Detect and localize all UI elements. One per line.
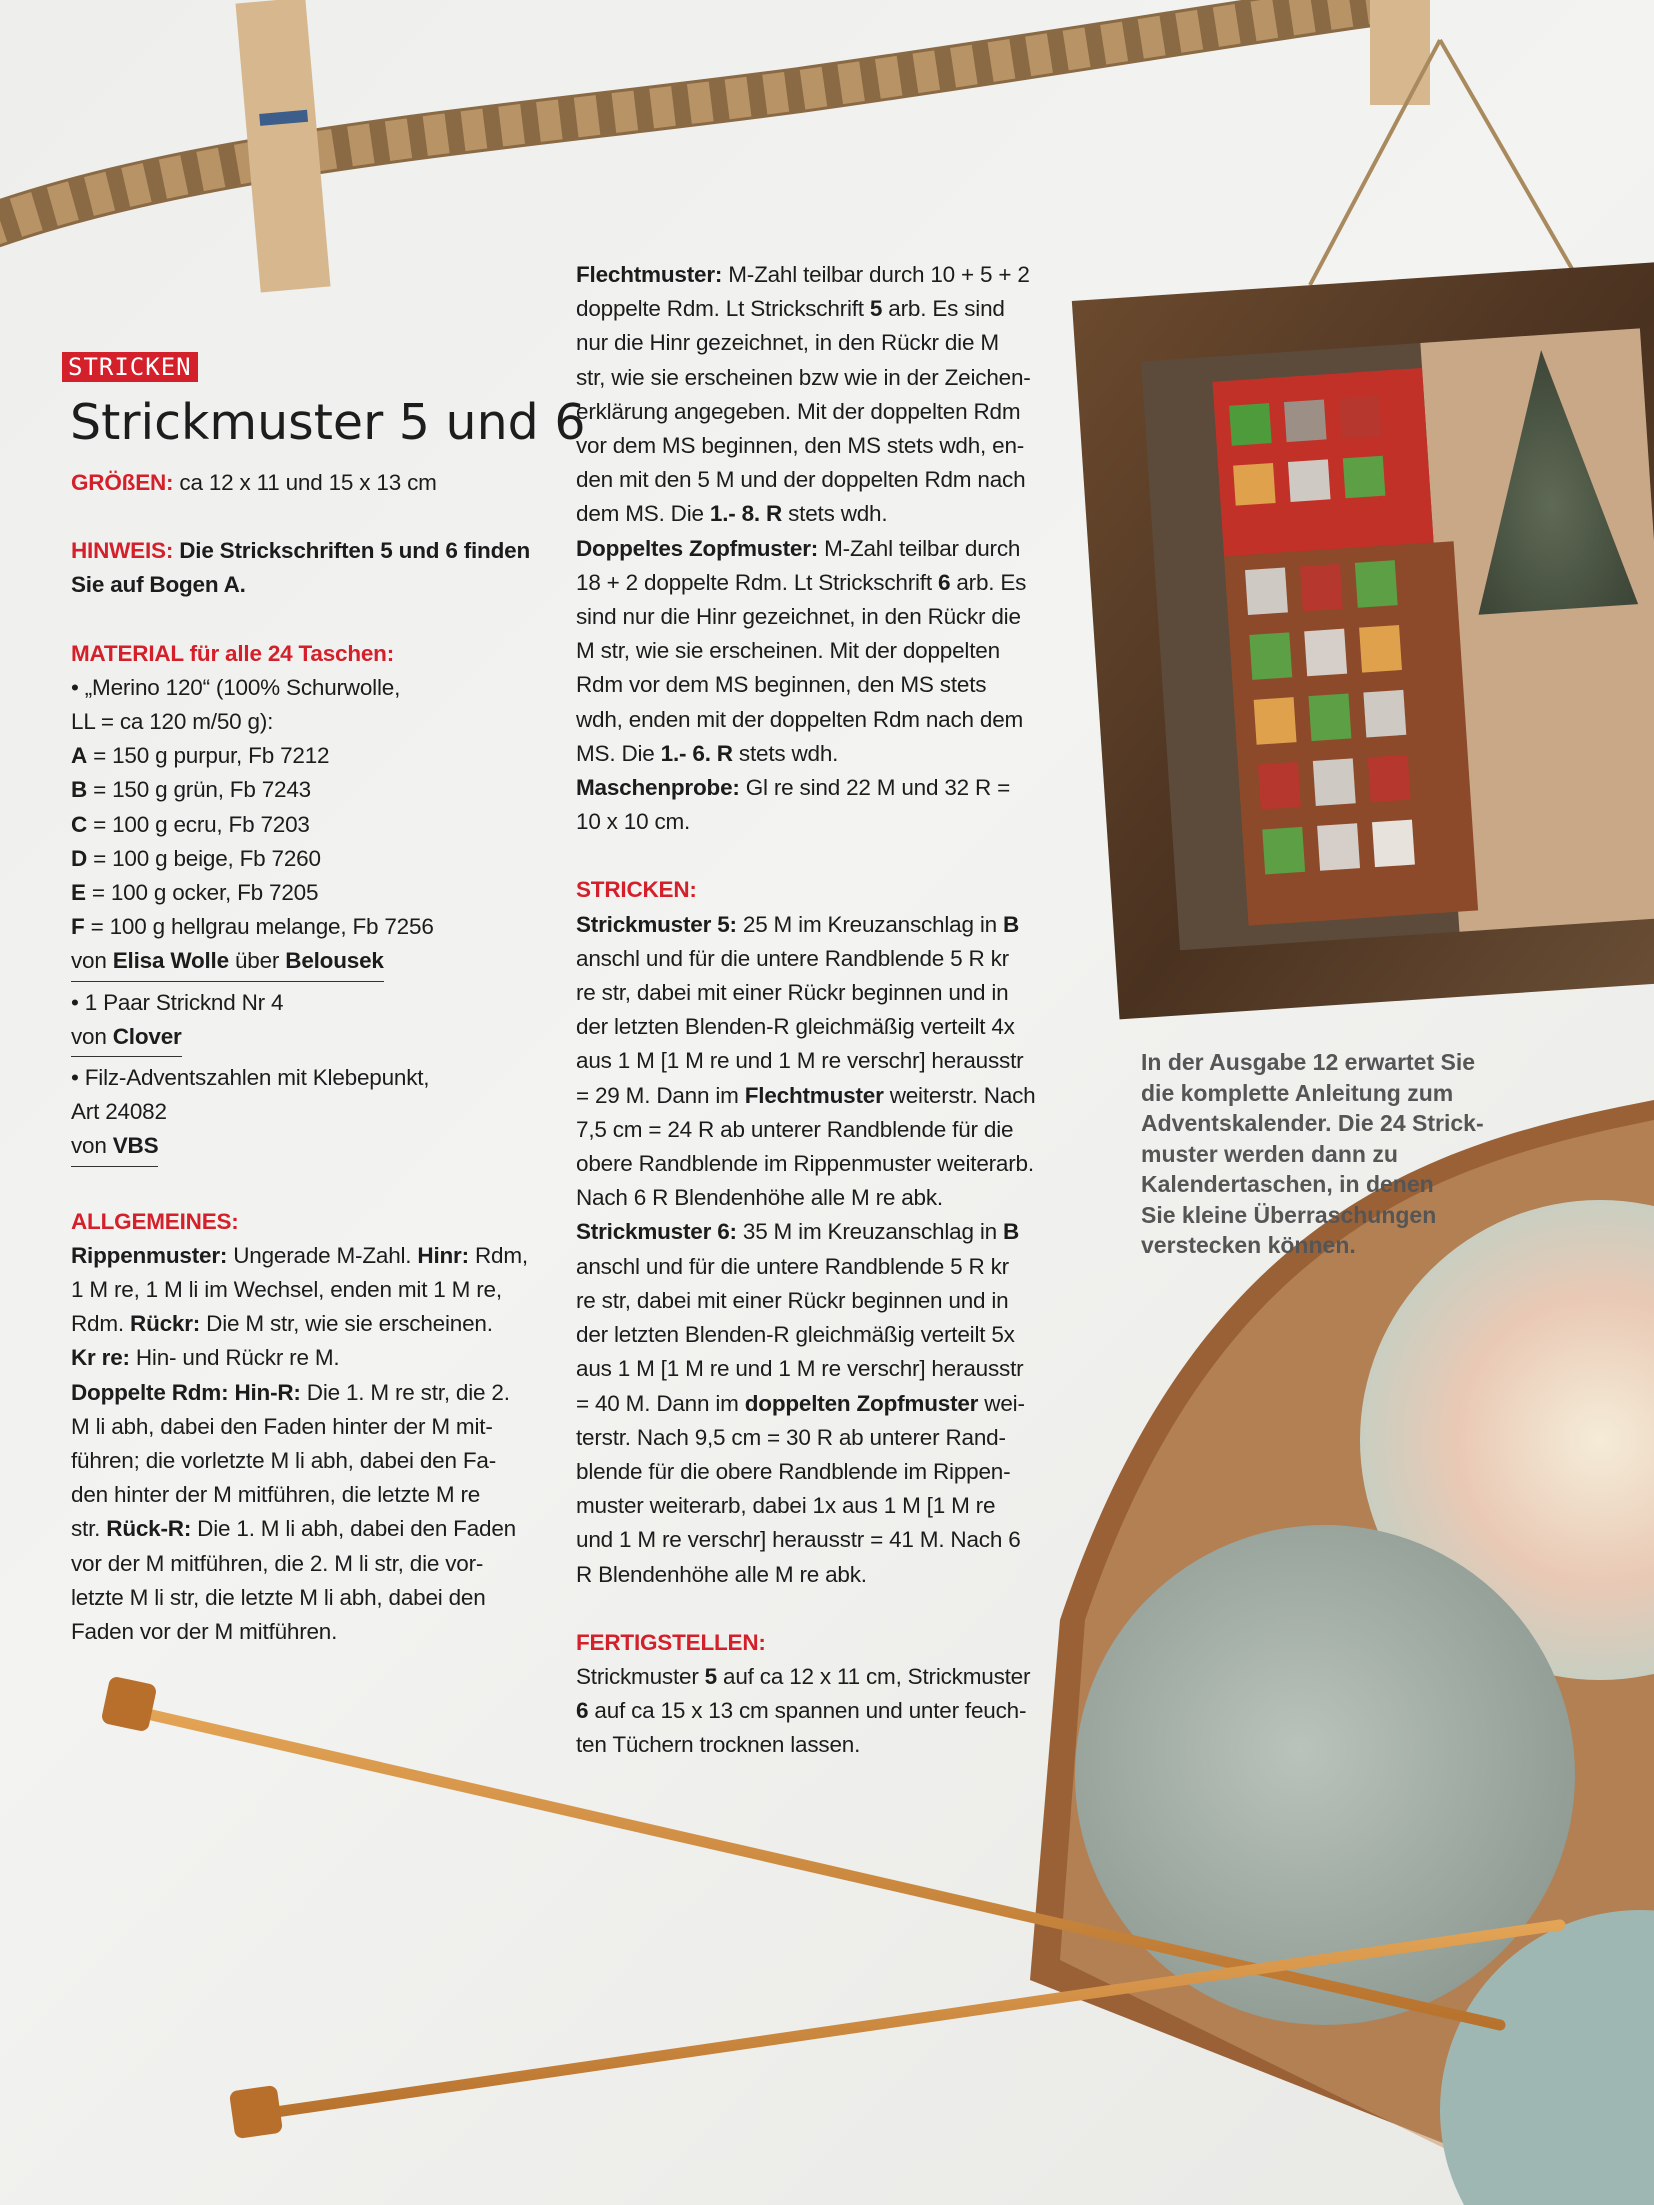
photo-caption xyxy=(1141,1047,1501,1261)
text-line: anschl und für die untere Randblende 5 R kr xyxy=(576,1253,1009,1279)
caption-line: muster werden dann zu xyxy=(1141,1140,1398,1167)
sizes-text: ca 12 x 11 und 15 x 13 cm xyxy=(179,470,437,495)
text-line: re str, dabei mit einer Rückr beginnen und in xyxy=(576,1287,1009,1313)
text-line: M li abh, dabei den Faden hinter der M mit- xyxy=(71,1413,493,1439)
note-line xyxy=(71,534,546,568)
yarn-line-2: LL = ca 120 m/50 g): xyxy=(71,709,274,735)
yarn-line-1: • „Merino 120“ (100% Schurwolle, xyxy=(71,674,401,700)
section-badge: STRICKEN xyxy=(62,352,198,382)
picture-frame xyxy=(1072,260,1654,1020)
material-label: MATERIAL für alle 24 Taschen: xyxy=(71,640,395,666)
text-line: nur die Hinr gezeichnet, in den Rückr die M xyxy=(576,330,999,356)
felt-line-2: Art 24082 xyxy=(71,1099,167,1125)
text-line: Strickmuster 6: 35 M im Kreuzanschlag in B xyxy=(576,1219,1020,1245)
text-line: Faden vor der M mitführen. xyxy=(71,1619,338,1645)
note-text-2: Sie auf Bogen A. xyxy=(71,572,246,598)
text-line: = 29 M. Dann im Flechtmuster weiterstr. Nach xyxy=(576,1082,1036,1108)
yarn-basket xyxy=(1030,1100,1654,2205)
text-line: = 40 M. Dann im doppelten Zopfmuster wei- xyxy=(576,1390,1025,1416)
text-line: letzte M li str, die letzte M li abh, dabei den xyxy=(71,1584,486,1610)
text-line: doppelte Rdm. Lt Strickschrift 5 arb. Es sind xyxy=(576,296,1005,322)
text-line: re str, dabei mit einer Rückr beginnen und in xyxy=(576,980,1009,1006)
text-line: MS. Die 1.- 6. R stets wdh. xyxy=(576,740,839,766)
supplier-needles: von Clover xyxy=(71,1020,182,1057)
color-item: E = 100 g ocker, Fb 7205 xyxy=(71,880,319,906)
text-line: Rdm vor dem MS beginnen, den MS stets xyxy=(576,672,987,698)
left-column xyxy=(71,466,546,1649)
text-line: Doppelte Rdm: Hin-R: Die 1. M re str, die 2. xyxy=(71,1379,510,1405)
text-line: Flechtmuster: M-Zahl teilbar durch 10 + 5 + 2 xyxy=(576,262,1030,287)
finishing-label: FERTIGSTELLEN: xyxy=(576,1629,766,1655)
text-line: terstr. Nach 9,5 cm = 30 R ab unterer Rand- xyxy=(576,1424,1006,1450)
text-line: dem MS. Die 1.- 8. R stets wdh. xyxy=(576,501,888,527)
text-line: vor der M mitführen, die 2. M li str, die vor- xyxy=(71,1550,484,1576)
text-line: Strickmuster 5 auf ca 12 x 11 cm, Strickmuster xyxy=(576,1663,1031,1689)
rope xyxy=(0,0,1400,230)
text-line: R Blendenhöhe alle M re abk. xyxy=(576,1561,867,1587)
text-line: muster weiterarb, dabei 1x aus 1 M [1 M re xyxy=(576,1493,996,1519)
text-line: sind nur die Hinr gezeichnet, in den Rückr die xyxy=(576,604,1021,630)
text-line: erklärung angegeben. Mit der doppelten Rdm xyxy=(576,398,1021,424)
text-line: und 1 M re verschr] herausstr = 41 M. Nach 6 xyxy=(576,1527,1021,1553)
text-line: Doppeltes Zopfmuster: M-Zahl teilbar durch xyxy=(576,535,1021,561)
text-line: Maschenprobe: Gl re sind 22 M und 32 R = xyxy=(576,775,1011,801)
patterns-text xyxy=(576,258,1051,839)
middle-column xyxy=(576,258,1051,1763)
text-line: den hinter der M mitführen, die letzte M re xyxy=(71,1482,481,1508)
text-line: str, wie sie erscheinen bzw wie in der Zeichen- xyxy=(576,364,1031,390)
color-item: A = 150 g purpur, Fb 7212 xyxy=(71,743,330,769)
text-line: der letzten Blenden-R gleichmäßig verteilt 5x xyxy=(576,1322,1015,1348)
color-list xyxy=(71,739,546,944)
color-item: B = 150 g grün, Fb 7243 xyxy=(71,777,311,803)
felt-line-1: • Filz-Adventszahlen mit Klebepunkt, xyxy=(71,1065,430,1091)
caption-line: die komplette Anleitung zum xyxy=(1141,1079,1454,1106)
caption-line: Kalendertaschen, in denen xyxy=(1141,1171,1434,1197)
supplier-felt: von VBS xyxy=(71,1129,158,1166)
text-line: Rippenmuster: Ungerade M-Zahl. Hinr: Rdm, xyxy=(71,1242,528,1268)
text-line: den mit den 5 M und der doppelten Rdm nach xyxy=(576,467,1026,493)
caption-line: In der Ausgabe 12 erwartet Sie xyxy=(1141,1049,1476,1075)
text-line: Kr re: Hin- und Rückr re M. xyxy=(71,1345,340,1371)
text-line: 6 auf ca 15 x 13 cm spannen und unter feuch- xyxy=(576,1698,1027,1724)
sizes-line xyxy=(71,466,546,500)
text-line: M str, wie sie erscheinen. Mit der doppelten xyxy=(576,638,1000,664)
text-line: aus 1 M [1 M re und 1 M re verschr] herausstr xyxy=(576,1048,1024,1074)
text-line: anschl und für die untere Randblende 5 R kr xyxy=(576,945,1009,971)
knitting-label: STRICKEN: xyxy=(576,877,697,903)
page-title: Strickmuster 5 und 6 xyxy=(70,394,586,451)
note-label: HINWEIS: xyxy=(71,538,174,564)
sizes-label: GRÖßEN: xyxy=(71,470,174,495)
text-line: führen; die vorletzte M li abh, dabei den Fa- xyxy=(71,1448,496,1474)
text-line: obere Randblende im Rippenmuster weiterarb. xyxy=(576,1151,1034,1177)
needles-line: • 1 Paar Stricknd Nr 4 xyxy=(71,989,284,1015)
supplier-yarn: von Elisa Wolle über Belousek xyxy=(71,944,384,981)
caption-line: Sie kleine Überraschungen xyxy=(1141,1201,1437,1228)
caption-line: verstecken können. xyxy=(1141,1232,1356,1258)
text-line: wdh, enden mit der doppelten Rdm nach dem xyxy=(576,706,1024,732)
note-text: Die Strickschriften 5 und 6 finden xyxy=(179,538,530,564)
finishing-text xyxy=(576,1660,1051,1763)
text-line: ten Tüchern trocknen lassen. xyxy=(576,1732,861,1758)
color-item: C = 100 g ecru, Fb 7203 xyxy=(71,811,310,837)
text-line: Nach 6 R Blendenhöhe alle M re abk. xyxy=(576,1185,943,1211)
text-line: 18 + 2 doppelte Rdm. Lt Strickschrift 6 arb. Es xyxy=(576,569,1027,595)
text-line: Rdm. Rückr: Die M str, wie sie erscheinen. xyxy=(71,1311,493,1337)
text-line: der letzten Blenden-R gleichmäßig verteilt 4x xyxy=(576,1014,1015,1040)
text-line: 1 M re, 1 M li im Wechsel, enden mit 1 M re, xyxy=(71,1277,502,1303)
text-line: str. Rück-R: Die 1. M li abh, dabei den Faden xyxy=(71,1516,516,1542)
general-label: ALLGEMEINES: xyxy=(71,1208,239,1234)
color-item: F = 100 g hellgrau melange, Fb 7256 xyxy=(71,914,434,940)
clothes-peg-right xyxy=(1370,0,1430,105)
caption-line: Adventskalender. Die 24 Strick- xyxy=(1141,1110,1484,1136)
hanging-string xyxy=(1310,40,1590,300)
clothes-peg-left xyxy=(235,0,330,292)
text-line: aus 1 M [1 M re und 1 M re verschr] herausstr xyxy=(576,1356,1024,1382)
text-line: 10 x 10 cm. xyxy=(576,809,691,835)
text-line: blende für die obere Randblende im Rippen- xyxy=(576,1458,1011,1484)
knitting-text xyxy=(576,908,1051,1592)
text-line: vor dem MS beginnen, den MS stets wdh, en- xyxy=(576,433,1025,459)
text-line: 7,5 cm = 24 R ab unterer Randblende für die xyxy=(576,1116,1014,1142)
general-text xyxy=(71,1239,546,1649)
text-line: Strickmuster 5: 25 M im Kreuzanschlag in B xyxy=(576,911,1020,937)
color-item: D = 100 g beige, Fb 7260 xyxy=(71,845,321,871)
